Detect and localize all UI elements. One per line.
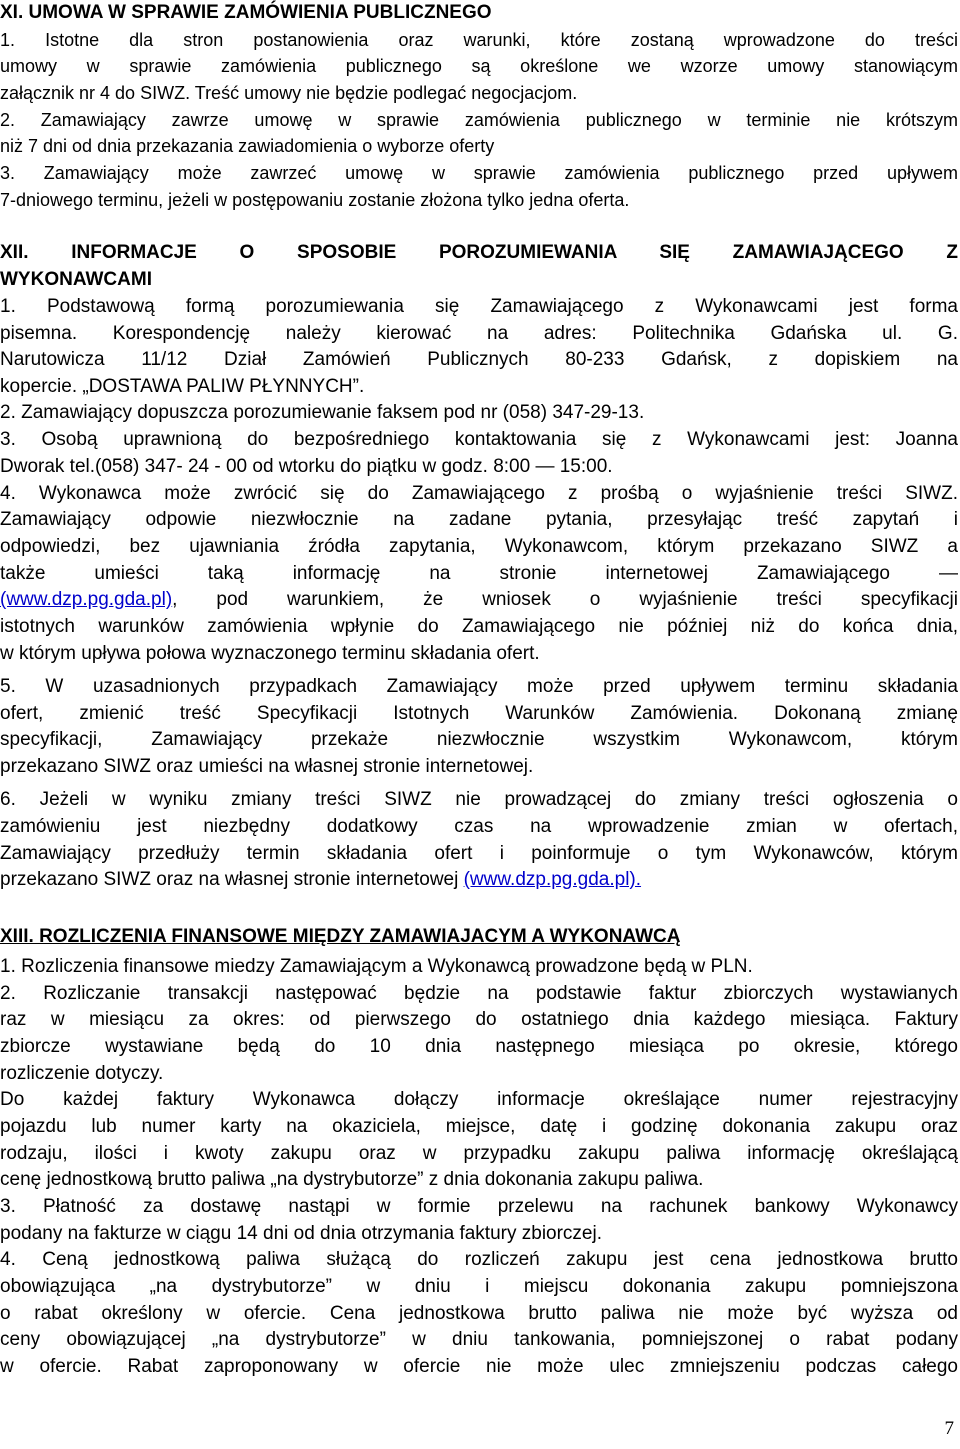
paragraph-text: , pod warunkiem, że wniosek o wyjaśnienie treści specyfikacji (172, 589, 958, 610)
paragraph-line: podany na fakturze w ciągu 14 dni od dnia otrzymania faktury zbiorczej. (0, 1223, 602, 1244)
paragraph-line: Dworak tel.(058) 347- 24 - 00 od wtorku do piątku w godz. 8:00 — 15:00. (0, 456, 613, 477)
paragraph-line: 2. Zamawiający zawrze umowę w sprawie zamówienia publicznego w terminie nie krótszym (0, 110, 958, 130)
paragraph-line: 4. Ceną jednostkową paliwa służącą do rozliczeń zakupu jest cena jednostkowa brutto (0, 1249, 958, 1270)
paragraph-line: niż 7 dni od dnia przekazania zawiadomienia o wyborze oferty (0, 136, 495, 156)
paragraph-line: rozliczenie dotyczy. (0, 1063, 164, 1084)
paragraph-line: przekazano SIWZ oraz umieści na własnej stronie internetowej. (0, 756, 534, 777)
paragraph-line: istotnych warunków zamówienia wpłynie do Zamawiającego nie później niż do końca dnia, (0, 616, 958, 637)
paragraph-line: zamówieniu jest niezbędny dodatkowy czas na wprowadzenie zmian w ofertach, (0, 816, 958, 837)
paragraph-line: 3. Zamawiający może zawrzeć umowę w sprawie zamówienia publicznego przed upływem (0, 163, 958, 183)
paragraph-line: ceny obowiązującej „na dystrybutorze” w dniu tankowania, pomniejszonej o rabat podany (0, 1329, 958, 1350)
paragraph-line: 6. Jeżeli w wyniku zmiany treści SIWZ nie prowadzącej do zmiany treści ogłoszenia o (0, 789, 958, 810)
paragraph-line: pojazdu lub numer karty na okaziciela, miejsce, datę i godzinę dokonania zakupu oraz (0, 1116, 958, 1137)
paragraph-line: Narutowicza 11/12 Dział Zamówień Publicznych 80-233 Gdańsk, z dopiskiem na (0, 349, 958, 370)
section-heading-xiii (0, 924, 958, 950)
paragraph-line (0, 867, 958, 893)
website-link[interactable]: (www.dzp.pg.gda.pl) (0, 589, 173, 610)
paragraph-line: Zamawiający przedłuży termin składania ofert i poinformuje o tym Wykonawców, którym (0, 843, 958, 864)
paragraph-line: cenę jednostkową brutto paliwa „na dystrybutorze” z dnia dokonania zakupu paliwa. (0, 1169, 704, 1190)
paragraph-line: 3. Płatność za dostawę nastąpi w formie przelewu na rachunek bankowy Wykonawcy (0, 1196, 958, 1217)
paragraph-line: 1. Istotne dla stron postanowienia oraz warunki, które zostaną wprowadzone do treści (0, 30, 958, 50)
paragraph-line: 3. Osobą uprawnioną do bezpośredniego kontaktowania się z Wykonawcami jest: Joanna (0, 429, 958, 450)
paragraph-line: 7-dniowego terminu, jeżeli w postępowaniu zostanie złożona tylko jedna oferta. (0, 190, 630, 210)
paragraph-line: raz w miesiącu za okres: od pierwszego do ostatniego dnia każdego miesiąca. Faktury (0, 1009, 958, 1030)
paragraph-line: w którym upływa połowa wyznaczonego terminu składania ofert. (0, 643, 540, 664)
paragraph-line: 2. Zamawiający dopuszcza porozumiewanie faksem pod nr (058) 347-29-13. (0, 402, 645, 423)
paragraph-line: także umieści taką informację na stronie internetowej Zamawiającego — (0, 563, 958, 584)
section-heading-xii: XII. INFORMACJE O SPOSOBIE POROZUMIEWANIA SIĘ ZAMAWIAJĄCEGO Z (0, 242, 958, 263)
website-link[interactable]: (www.dzp.pg.gda.pl). (463, 869, 642, 890)
paragraph-line: ofert, zmienić treść Specyfikacji Istotnych Warunków Zamówienia. Dokonaną zmianę (0, 703, 958, 724)
paragraph-line: zbiorcze wystawiane będą do 10 dnia następnego miesiąca po okresie, którego (0, 1036, 958, 1057)
paragraph-text: przekazano SIWZ oraz na własnej stronie internetowej (0, 869, 464, 890)
paragraph-line: 2. Rozliczanie transakcji następować będzie na podstawie faktur zbiorczych wystawianych (0, 983, 958, 1004)
section-heading-xii-cont: WYKONAWCAMI (0, 269, 152, 290)
paragraph-line: o rabat określony w ofercie. Cena jednostkowa brutto paliwa nie może być wyższa od (0, 1303, 958, 1324)
paragraph-line: Zamawiający odpowie niezwłocznie na zadane pytania, przesyłając treść zapytań i (0, 509, 958, 530)
paragraph-line: rodzaju, ilości i kwoty zakupu oraz w przypadku zakupu paliwa informację określającą (0, 1143, 958, 1164)
paragraph-line: specyfikacji, Zamawiający przekaże niezwłocznie wszystkim Wykonawcom, którym (0, 729, 958, 750)
paragraph-line (0, 587, 958, 613)
paragraph-line: 1. Podstawową formą porozumiewania się Zamawiającego z Wykonawcami jest forma (0, 296, 958, 317)
paragraph-line: 1. Rozliczenia finansowe miedzy Zamawiającym a Wykonawcą prowadzone będą w PLN. (0, 956, 753, 977)
paragraph-line: 5. W uzasadnionych przypadkach Zamawiający może przed upływem terminu składania (0, 676, 958, 697)
paragraph-line: załącznik nr 4 do SIWZ. Treść umowy nie będzie podlegać negocjacjom. (0, 83, 578, 103)
paragraph-line: obowiązująca „na dystrybutorze” w dniu i miejscu dokonania zakupu pomniejszona (0, 1276, 958, 1297)
paragraph-line: odpowiedzi, bez ujawniania źródła zapytania, Wykonawcom, którym przekazano SIWZ a (0, 536, 958, 557)
paragraph-line: 4. Wykonawca może zwrócić się do Zamawiającego z prośbą o wyjaśnienie treści SIWZ. (0, 483, 958, 504)
section-heading-xi: XI. UMOWA W SPRAWIE ZAMÓWIENIA PUBLICZNEGO (0, 2, 492, 23)
paragraph-line: kopercie. „DOSTAWA PALIW PŁYNNYCH”. (0, 376, 365, 397)
paragraph-line: umowy w sprawie zamówienia publicznego są określone we wzorze umowy stanowiącym (0, 56, 958, 76)
paragraph-line: Do każdej faktury Wykonawca dołączy informacje określające numer rejestracyjny (0, 1089, 958, 1110)
paragraph-line: pisemna. Korespondencję należy kierować na adres: Politechnika Gdańska ul. G. (0, 323, 958, 344)
paragraph-line: w ofercie. Rabat zaproponowany w ofercie nie może ulec zmniejszeniu podczas całego (0, 1356, 958, 1377)
heading-text: XIII. ROZLICZENIA FINANSOWE MIĘDZY ZAMAWIAJACYM A WYKONAWCĄ (0, 926, 681, 947)
page-number: 7 (944, 1418, 954, 1439)
